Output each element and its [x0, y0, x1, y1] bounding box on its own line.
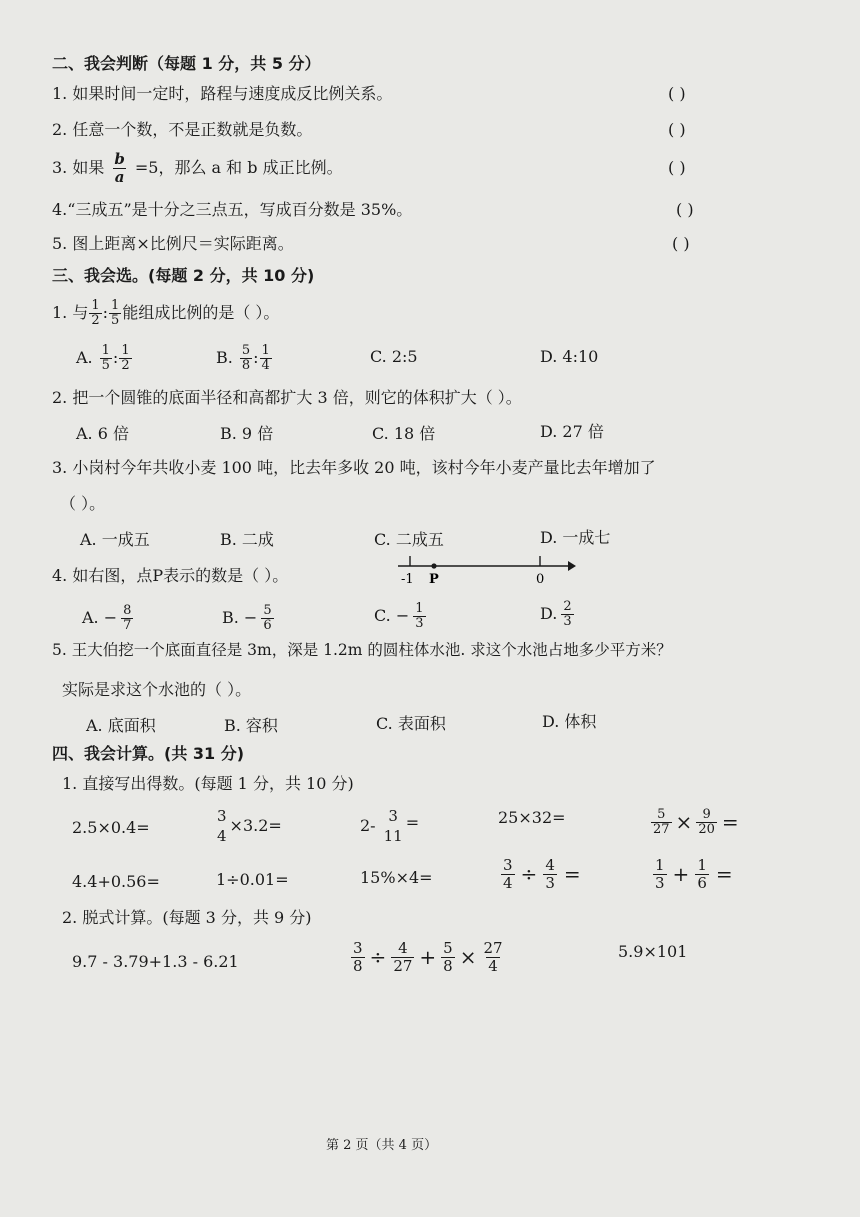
choice-q5-line1: 5. 王大伯挖一个底面直径是 3m，深是 1.2m 的圆柱体水池. 求这个水池占地多少平方米？	[52, 641, 672, 659]
choice-q3-option-c[interactable]: C. 二成五	[374, 530, 444, 549]
choice-q4-option-d[interactable]: D. $\frac{2}{3}$	[540, 598, 572, 629]
judge-q4: 4.“三成五”是十分之三点五，写成百分数是 35%。	[52, 200, 413, 219]
expr-item-3: 5.9×101	[618, 942, 688, 961]
section4-title: 四、我会计算。(共 31 分)	[52, 744, 245, 763]
calc-item-7: 1÷0.01=	[216, 870, 289, 889]
judge-q4-answer[interactable]: ( )	[676, 200, 694, 219]
calc-item-9: $\frac{3}{4}$ ÷ $\frac{4}{3}$ =	[503, 855, 581, 892]
judge-q3: 3. 如果 $\frac{b}{a}$ =5，那么 a 和 b 成正比例。	[52, 149, 343, 186]
calc-item-10: $\frac{1}{3}$ + $\frac{1}{6}$ =	[655, 855, 733, 892]
section2-title: 二、我会判断（每题 1 分，共 5 分）	[52, 54, 321, 73]
calc-item-2: 3 4 ×3.2=	[217, 807, 282, 845]
calc-item-1: 2.5×0.4=	[72, 818, 150, 837]
expr-item-1: 9.7 - 3.79+1.3 - 6.21	[72, 952, 239, 971]
arrow-right-icon	[568, 561, 576, 571]
section3-title: 三、我会选。(每题 2 分，共 10 分)	[52, 266, 315, 285]
choice-q2: 2. 把一个圆锥的底面半径和高都扩大 3 倍，则它的体积扩大（ ）。	[52, 388, 522, 407]
expr-item-2: $\frac{3}{8}$ ÷ $\frac{4}{27}$ + $\frac{5}{8}$ × $\frac{27}{4}$	[353, 938, 503, 975]
judge-q1-answer[interactable]: ( )	[668, 84, 686, 103]
choice-q3-option-b[interactable]: B. 二成	[220, 530, 274, 549]
choice-q4-option-a[interactable]: A. − $\frac{8}{7}$	[82, 602, 132, 633]
choice-q4-option-b[interactable]: B. − $\frac{5}{6}$	[222, 602, 272, 633]
choice-q2-option-a[interactable]: A. 6 倍	[76, 424, 129, 443]
choice-q2-option-b[interactable]: B. 9 倍	[220, 424, 274, 443]
choice-q5-option-a[interactable]: A. 底面积	[86, 716, 156, 735]
choice-q4-option-c[interactable]: C. − $\frac{1}{3}$	[374, 600, 424, 631]
choice-q1-option-c[interactable]: C. 2:5	[370, 347, 418, 366]
choice-q3-paren[interactable]: （ ）。	[60, 494, 106, 513]
choice-q2-option-c[interactable]: C. 18 倍	[372, 424, 436, 443]
judge-q1: 1. 如果时间一定时，路程与速度成反比例关系。	[52, 84, 393, 103]
choice-q4: 4. 如右图，点P表示的数是（ ）。	[52, 566, 289, 585]
point-p-dot	[431, 563, 436, 568]
choice-q3: 3. 小岗村今年共收小麦 100 吨，比去年多收 20 吨，该村今年小麦产量比去年增加了	[52, 458, 656, 477]
number-line-figure	[392, 552, 582, 588]
choice-q3-option-a[interactable]: A. 一成五	[80, 530, 150, 549]
choice-q5-option-c[interactable]: C. 表面积	[376, 714, 446, 733]
choice-q1-option-a[interactable]: A. $\frac{1}{5}$ : $\frac{1}{2}$	[76, 342, 130, 373]
calc-item-8: 15%×4=	[360, 868, 433, 887]
calc-item-4: 25×32=	[498, 808, 566, 827]
judge-q2: 2. 任意一个数，不是正数就是负数。	[52, 120, 313, 139]
choice-q5-option-b[interactable]: B. 容积	[224, 716, 278, 735]
choice-q1: 1. 与 $\frac{1}{2}$ : $\frac{1}{5}$ 能组成比例的是（ ）。	[52, 297, 280, 328]
tick-label-minus-one: -1	[401, 572, 414, 587]
calc-item-3: 2- 3 11 =	[360, 807, 420, 845]
choice-q1-option-d[interactable]: D. 4:10	[540, 347, 599, 366]
choice-q1-option-b[interactable]: B. $\frac{5}{8}$ : $\frac{1}{4}$	[216, 342, 270, 373]
judge-q3-answer[interactable]: ( )	[668, 158, 686, 177]
choice-q3-option-d[interactable]: D. 一成七	[540, 528, 611, 547]
choice-q2-option-d[interactable]: D. 27 倍	[540, 422, 604, 441]
point-p-label: P	[429, 572, 439, 587]
calc-sub1-title: 1. 直接写出得数。(每题 1 分，共 10 分)	[62, 774, 354, 793]
fraction: $\frac{1}{5}$	[111, 297, 120, 328]
tick-label-zero: 0	[536, 572, 545, 587]
judge-q2-answer[interactable]: ( )	[668, 120, 686, 139]
judge-q5: 5. 图上距离×比例尺＝实际距离。	[52, 234, 294, 253]
calc-item-6: 4.4+0.56=	[72, 872, 160, 891]
choice-q5-option-d[interactable]: D. 体积	[542, 712, 597, 731]
fraction: $\frac{1}{2}$	[91, 297, 100, 328]
fraction-b-over-a: $\frac{b}{a}$	[114, 149, 125, 186]
judge-q5-answer[interactable]: ( )	[672, 234, 690, 253]
choice-q5-line2: 实际是求这个水池的（ ）。	[62, 680, 252, 699]
page-footer: 第 2 页（共 4 页）	[326, 1138, 438, 1153]
calc-sub2-title: 2. 脱式计算。(每题 3 分，共 9 分)	[62, 908, 312, 927]
calc-item-5: $\frac{5}{27}$ × $\frac{9}{20}$ =	[653, 806, 739, 837]
